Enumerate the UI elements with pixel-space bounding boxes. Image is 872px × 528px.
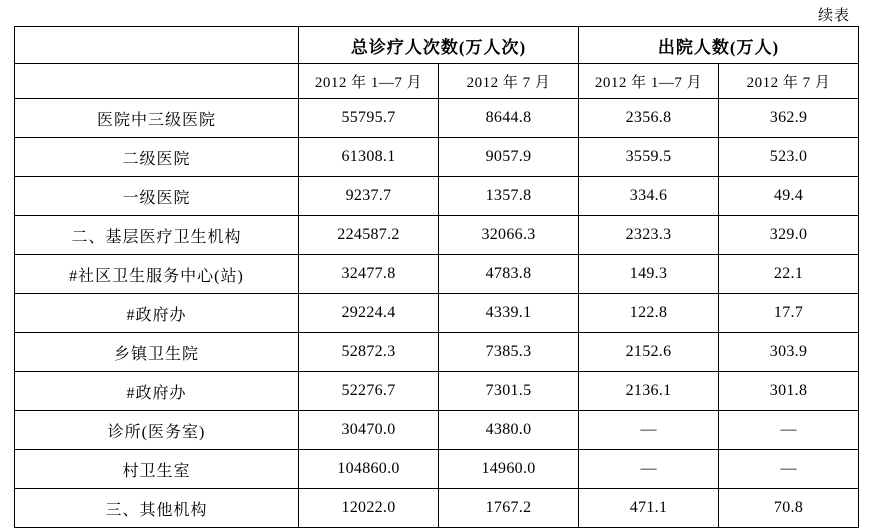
statistics-table-wrapper [14,26,858,528]
row-label: 医院中三级医院 [15,99,299,138]
subheader-blank [15,64,299,99]
row-value: 334.6 [579,177,719,216]
row-value: 8644.8 [439,99,579,138]
table-row [15,99,859,138]
row-label: 三、其他机构 [15,489,299,528]
subheader-visits-jan-jul: 2012 年 1—7 月 [299,64,439,99]
row-value: — [579,411,719,450]
header-corner-cell [15,27,299,64]
row-value: 49.4 [719,177,859,216]
row-value: — [719,411,859,450]
row-value: 149.3 [579,255,719,294]
row-value: — [719,450,859,489]
row-value: 12022.0 [299,489,439,528]
row-value: 471.1 [579,489,719,528]
table-row [15,294,859,333]
row-value: 30470.0 [299,411,439,450]
table-row [15,450,859,489]
row-label: 诊所(医务室) [15,411,299,450]
row-value: 9057.9 [439,138,579,177]
row-value: 17.7 [719,294,859,333]
statistics-table [14,26,859,528]
row-value: 2356.8 [579,99,719,138]
table-row [15,138,859,177]
row-label: 乡镇卫生院 [15,333,299,372]
row-value: 9237.7 [299,177,439,216]
header-group-total-visits: 总诊疗人次数(万人次) [299,27,579,64]
row-value: 224587.2 [299,216,439,255]
row-value: 14960.0 [439,450,579,489]
row-value: 61308.1 [299,138,439,177]
row-value: 3559.5 [579,138,719,177]
row-value: 52872.3 [299,333,439,372]
row-label: 二级医院 [15,138,299,177]
row-value: 4339.1 [439,294,579,333]
row-value: 362.9 [719,99,859,138]
row-value: 523.0 [719,138,859,177]
row-value: 32066.3 [439,216,579,255]
row-value: — [579,450,719,489]
header-group-discharges: 出院人数(万人) [579,27,859,64]
table-row [15,411,859,450]
table-row [15,333,859,372]
row-value: 55795.7 [299,99,439,138]
row-value: 2136.1 [579,372,719,411]
row-value: 4783.8 [439,255,579,294]
table-subheader-row [15,64,859,99]
table-row [15,372,859,411]
row-label: 一级医院 [15,177,299,216]
continued-table-label: 续表 [817,8,850,24]
row-value: 32477.8 [299,255,439,294]
row-value: 22.1 [719,255,859,294]
row-value: 329.0 [719,216,859,255]
row-value: 70.8 [719,489,859,528]
table-row [15,177,859,216]
table-body [15,99,859,528]
row-value: 104860.0 [299,450,439,489]
row-value: 301.8 [719,372,859,411]
row-value: 29224.4 [299,294,439,333]
table-row [15,216,859,255]
row-value: 4380.0 [439,411,579,450]
subheader-discharges-jan-jul: 2012 年 1—7 月 [579,64,719,99]
row-value: 7301.5 [439,372,579,411]
row-label: #政府办 [15,372,299,411]
row-value: 7385.3 [439,333,579,372]
row-label: 村卫生室 [15,450,299,489]
table-row [15,489,859,528]
row-value: 122.8 [579,294,719,333]
row-value: 1767.2 [439,489,579,528]
table-row [15,255,859,294]
table-header [15,27,859,99]
row-label: #社区卫生服务中心(站) [15,255,299,294]
row-value: 52276.7 [299,372,439,411]
subheader-discharges-jul: 2012 年 7 月 [719,64,859,99]
row-value: 1357.8 [439,177,579,216]
subheader-visits-jul: 2012 年 7 月 [439,64,579,99]
row-value: 303.9 [719,333,859,372]
row-label: #政府办 [15,294,299,333]
row-value: 2152.6 [579,333,719,372]
row-label: 二、基层医疗卫生机构 [15,216,299,255]
table-header-group-row [15,27,859,64]
row-value: 2323.3 [579,216,719,255]
